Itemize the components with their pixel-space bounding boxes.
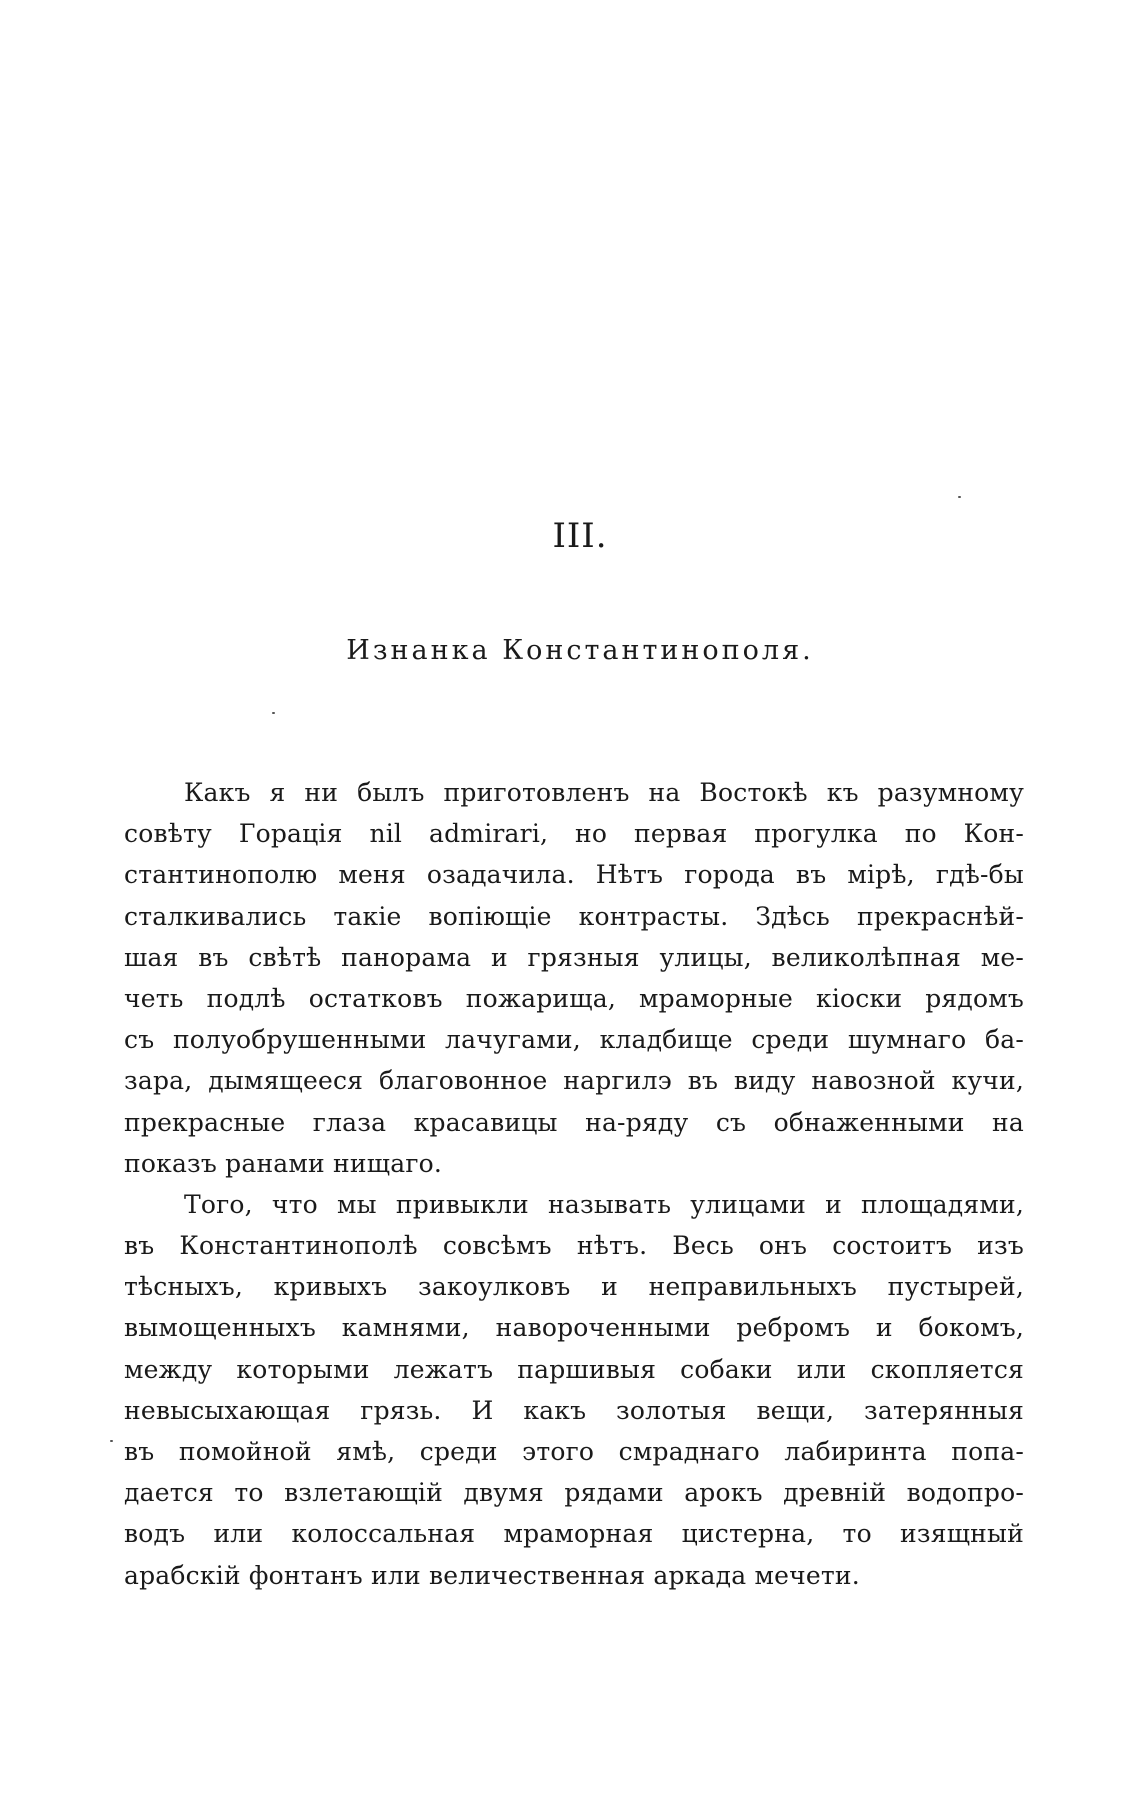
text-line: сталкивались такіе вопіющіе контрасты. Здѣсь прекраснѣй- (124, 901, 1024, 931)
paragraph-1 (124, 772, 1024, 1184)
paragraph-2 (124, 1184, 1024, 1596)
text-line: между которыми лежатъ паршивыя собаки или скопляется (124, 1354, 1024, 1384)
chapter-title: Изнанка Константинополя. (346, 635, 814, 666)
text-line: съ полуобрушенными лачугами, кладбище среди шумнаго ба- (124, 1025, 1024, 1055)
text-line: Того, что мы привыкли называть улицами и площадями, (184, 1189, 1024, 1219)
text-line: показъ ранами нищаго. (124, 1148, 443, 1178)
scan-speck (958, 496, 961, 498)
text-line: совѣту Горація nil admirari, но первая прогулка по Кон- (124, 819, 1024, 849)
scan-speck (110, 1440, 113, 1442)
text-line: Какъ я ни былъ приготовленъ на Востокѣ къ разумному (184, 778, 1024, 807)
text-line: шая въ свѣтѣ панорама и грязныя улицы, великолѣпная ме- (124, 942, 1024, 972)
text-line: вымощенныхъ камнями, навороченными ребромъ и бокомъ, (124, 1313, 1024, 1343)
text-line: невысыхающая грязь. И какъ золотыя вещи, затерянныя (124, 1395, 1024, 1425)
text-line: стантинополю меня озадачила. Нѣтъ города въ мірѣ, гдѣ-бы (124, 860, 1024, 890)
body-text (124, 772, 1024, 1596)
text-line: зара, дымящееся благовонное наргилэ въ виду навозной кучи, (124, 1066, 1024, 1096)
chapter-number: III. (552, 516, 608, 556)
text-line: въ Константинополѣ совсѣмъ нѣтъ. Весь онъ состоитъ изъ (124, 1231, 1024, 1261)
text-line: водъ или колоссальная мраморная цистерна, то изящный (124, 1519, 1024, 1549)
text-line: арабскій фонтанъ или величественная аркада мечети. (124, 1560, 860, 1590)
text-line: въ помойной ямѣ, среди этого смраднаго лабиринта попа- (124, 1437, 1024, 1466)
scan-speck (272, 712, 275, 714)
text-line: дается то взлетающій двумя рядами арокъ древній водопро- (124, 1478, 1024, 1508)
text-line: четь подлѣ остатковъ пожарища, мраморные кіоски рядомъ (124, 983, 1024, 1013)
text-line: тѣсныхъ, кривыхъ закоулковъ и неправильныхъ пустырей, (124, 1272, 1024, 1302)
text-line: прекрасные глаза красавицы на-ряду съ обнаженными на (124, 1107, 1024, 1137)
